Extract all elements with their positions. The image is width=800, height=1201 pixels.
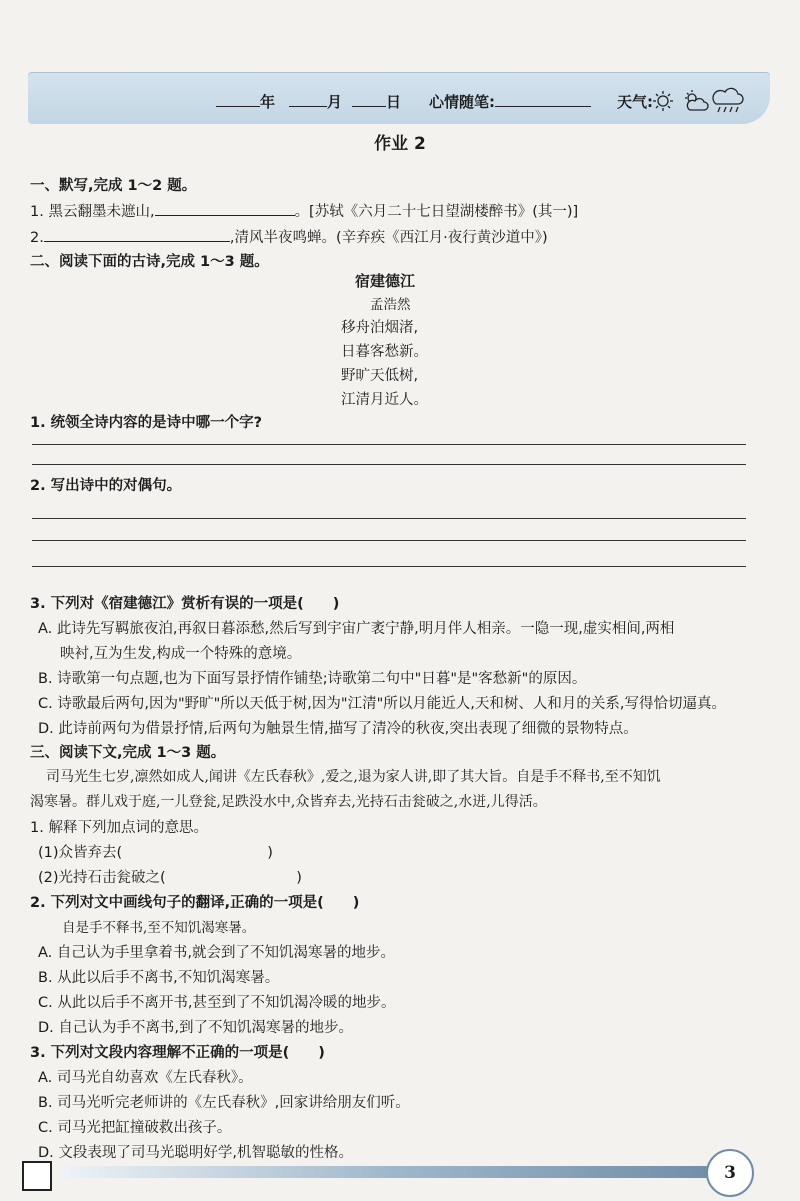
year-label: 年 <box>260 93 276 111</box>
section1-heading: 一、默写,完成 1～2 题。 <box>30 178 197 194</box>
passage-q3-option-d: D. 文段表现了司马光聪明好学,机智聪敏的性格。 <box>38 1145 353 1161</box>
poem-line-4: 江清月近人。 <box>341 392 428 408</box>
passage-q2-option-a: A. 自己认为手里拿着书,就会到了不知饥渴寒暑的地步。 <box>38 945 395 961</box>
footer-checkbox[interactable] <box>22 1161 52 1191</box>
poem-q3-option-b: B. 诗歌第一句点题,也为下面写景抒情作铺垫;诗歌第二句中"日暮"是"客愁新"的原因。 <box>38 671 587 687</box>
poem-title: 宿建德江 <box>355 272 416 290</box>
passage-q1-item1: (1)众皆弃去( ) <box>38 845 273 861</box>
q2-answer-blank[interactable] <box>44 241 230 242</box>
passage-q3-option-a: A. 司马光自幼喜欢《左氏春秋》。 <box>38 1070 253 1086</box>
q1-line <box>30 200 578 221</box>
poem-line-2: 日暮客愁新。 <box>341 344 428 360</box>
footer-bar <box>60 1166 722 1178</box>
page-title: 作业 2 <box>374 134 426 154</box>
passage-q2-quote: 自是手不释书,至不知饥渴寒暑。 <box>62 920 256 936</box>
poem-q1: 1. 统领全诗内容的是诗中哪一个字? <box>30 415 263 431</box>
passage-q2-option-d: D. 自己认为手不离书,到了不知饥渴寒暑的地步。 <box>38 1020 353 1036</box>
passage-q2: 2. 下列对文中画线句子的翻译,正确的一项是( ) <box>30 895 360 911</box>
q2-prefix: 2. <box>30 230 44 246</box>
passage-q1-item2: (2)光持石击瓮破之( ) <box>38 870 302 886</box>
poem-line-3: 野旷天低树, <box>341 368 419 384</box>
answer-line[interactable] <box>32 464 746 465</box>
section2-heading: 二、阅读下面的古诗,完成 1～3 题。 <box>30 254 269 270</box>
poem-q3-option-a-line1: A. 此诗先写羁旅夜泊,再叙日暮添愁,然后写到宇宙广袤宁静,明月伴人相亲。一隐一现,虚实相间,两相 <box>38 621 675 637</box>
passage-line-2: 渴寒暑。群儿戏于庭,一儿登瓮,足跌没水中,众皆弃去,光持石击瓮破之,水迸,儿得活。 <box>30 794 547 810</box>
q1-suffix: 。[苏轼《六月二十七日望湖楼醉书》(其一)] <box>294 204 579 220</box>
q1-prefix: 1. 黑云翻墨未遮山, <box>30 204 155 220</box>
q2-suffix: ,清风半夜鸣蝉。(辛弃疾《西江月·夜行黄沙道中》) <box>229 230 548 246</box>
passage-q2-option-c: C. 从此以后手不离开书,甚至到了不知饥渴冷暖的地步。 <box>38 995 396 1011</box>
passage-line-1: 司马光生七岁,凛然如成人,闻讲《左氏春秋》,爱之,退为家人讲,即了其大旨。自是手不释书,至不知饥 <box>46 769 661 785</box>
answer-line[interactable] <box>32 566 746 567</box>
poem-q3-option-a-line2: 映衬,互为生发,构成一个特殊的意境。 <box>60 646 302 662</box>
month-label: 月 <box>327 93 343 111</box>
answer-line[interactable] <box>32 540 746 541</box>
section3-heading: 三、阅读下文,完成 1～3 题。 <box>30 745 226 761</box>
mood-label: 心情随笔: <box>429 93 496 111</box>
passage-q3: 3. 下列对文段内容理解不正确的一项是( ) <box>30 1045 325 1061</box>
weather-label: 天气: <box>617 93 654 111</box>
day-label: 日 <box>386 93 402 111</box>
passage-q3-option-c: C. 司马光把缸撞破救出孩子。 <box>38 1120 232 1136</box>
answer-line[interactable] <box>32 444 746 445</box>
poem-q3-option-d: D. 此诗前两句为借景抒情,后两句为触景生情,描写了清冷的秋夜,突出表现了细微的景物特点。 <box>38 721 638 737</box>
answer-line[interactable] <box>32 518 746 519</box>
passage-q1: 1. 解释下列加点词的意思。 <box>30 820 208 836</box>
q1-answer-blank[interactable] <box>155 215 295 216</box>
poem-q3-option-c: C. 诗歌最后两句,因为"野旷"所以天低于树,因为"江清"所以月能近人,天和树、人和月的关系,写得恰切逼真。 <box>38 696 726 712</box>
passage-q3-option-b: B. 司马光听完老师讲的《左氏春秋》,回家讲给朋友们听。 <box>38 1095 410 1111</box>
q2-line <box>30 226 548 247</box>
page-number: 3 <box>706 1149 754 1197</box>
poem-author: 孟浩然 <box>370 297 411 313</box>
poem-line-1: 移舟泊烟渚, <box>341 320 419 336</box>
poem-q2: 2. 写出诗中的对偶句。 <box>30 478 182 494</box>
poem-q3: 3. 下列对《宿建德江》赏析有误的一项是( ) <box>30 596 340 612</box>
passage-q2-option-b: B. 从此以后手不离书,不知饥渴寒暑。 <box>38 970 280 986</box>
